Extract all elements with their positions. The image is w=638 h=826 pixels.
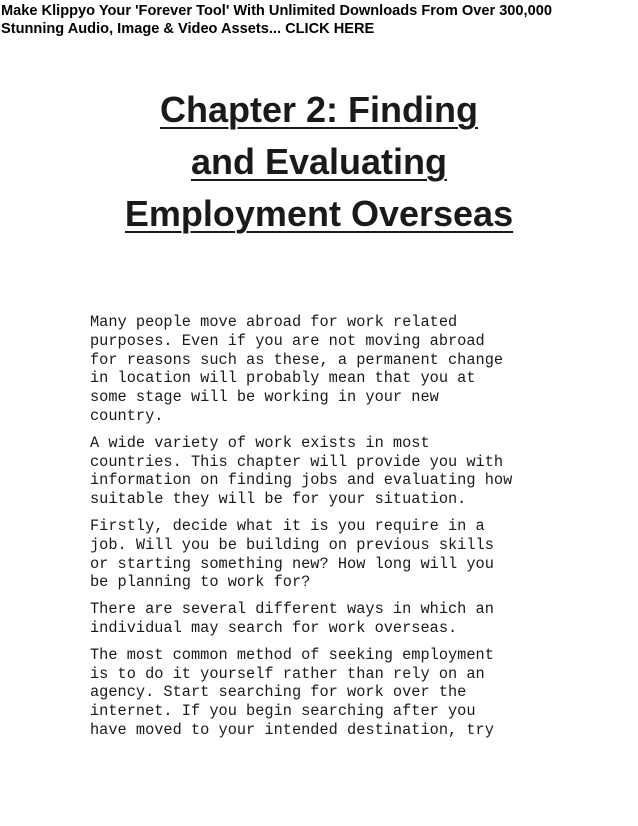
paragraph	[90, 517, 630, 592]
text-line: in location will probably mean that you at	[90, 369, 476, 388]
promo-banner-line: Stunning Audio, Image & Video Assets... CLICK HERE	[1, 21, 375, 37]
paragraph	[90, 434, 630, 509]
text-line: for reasons such as these, a permanent change	[90, 350, 504, 369]
text-line: some stage will be working in your new	[90, 388, 439, 407]
text-line: or starting something new? How long will you	[90, 554, 494, 573]
text-line: job. Will you be building on previous skills	[90, 535, 494, 554]
text-line: Many people move abroad for work related	[90, 313, 458, 331]
text-line: internet. If you begin searching after you	[90, 702, 476, 721]
text-line: Firstly, decide what it is you require in a	[90, 516, 485, 535]
text-line: suitable they will be for your situation.	[90, 490, 467, 509]
paragraph	[90, 646, 630, 740]
text-line: have moved to your intended destination, try	[90, 720, 494, 739]
chapter-body	[90, 313, 630, 748]
text-line: countries. This chapter will provide you with	[90, 452, 504, 471]
paragraph	[90, 313, 630, 426]
text-line: individual may search for work overseas.	[90, 618, 458, 637]
chapter-title-line: Employment Overseas	[124, 193, 514, 234]
text-line: information on finding jobs and evaluating how	[90, 471, 513, 490]
text-line: There are several different ways in which an	[90, 600, 494, 619]
promo-banner-line: Make Klippyo Your 'Forever Tool' With Unlimited Downloads From Over 300,000	[1, 3, 552, 19]
text-line: A wide variety of work exists in most	[90, 433, 430, 452]
chapter-title	[0, 84, 638, 240]
text-line: be planning to work for?	[90, 573, 311, 592]
paragraph	[90, 600, 630, 638]
text-line: is to do it yourself rather than rely on an	[90, 664, 485, 683]
text-line: country.	[90, 406, 164, 425]
promo-banner-link[interactable]	[1, 2, 637, 38]
chapter-title-line: Chapter 2: Finding	[160, 89, 478, 130]
chapter-title-line: and Evaluating	[190, 141, 448, 182]
text-line: The most common method of seeking employment	[90, 645, 494, 664]
text-line: agency. Start searching for work over the	[90, 683, 467, 702]
text-line: purposes. Even if you are not moving abroad	[90, 331, 485, 350]
